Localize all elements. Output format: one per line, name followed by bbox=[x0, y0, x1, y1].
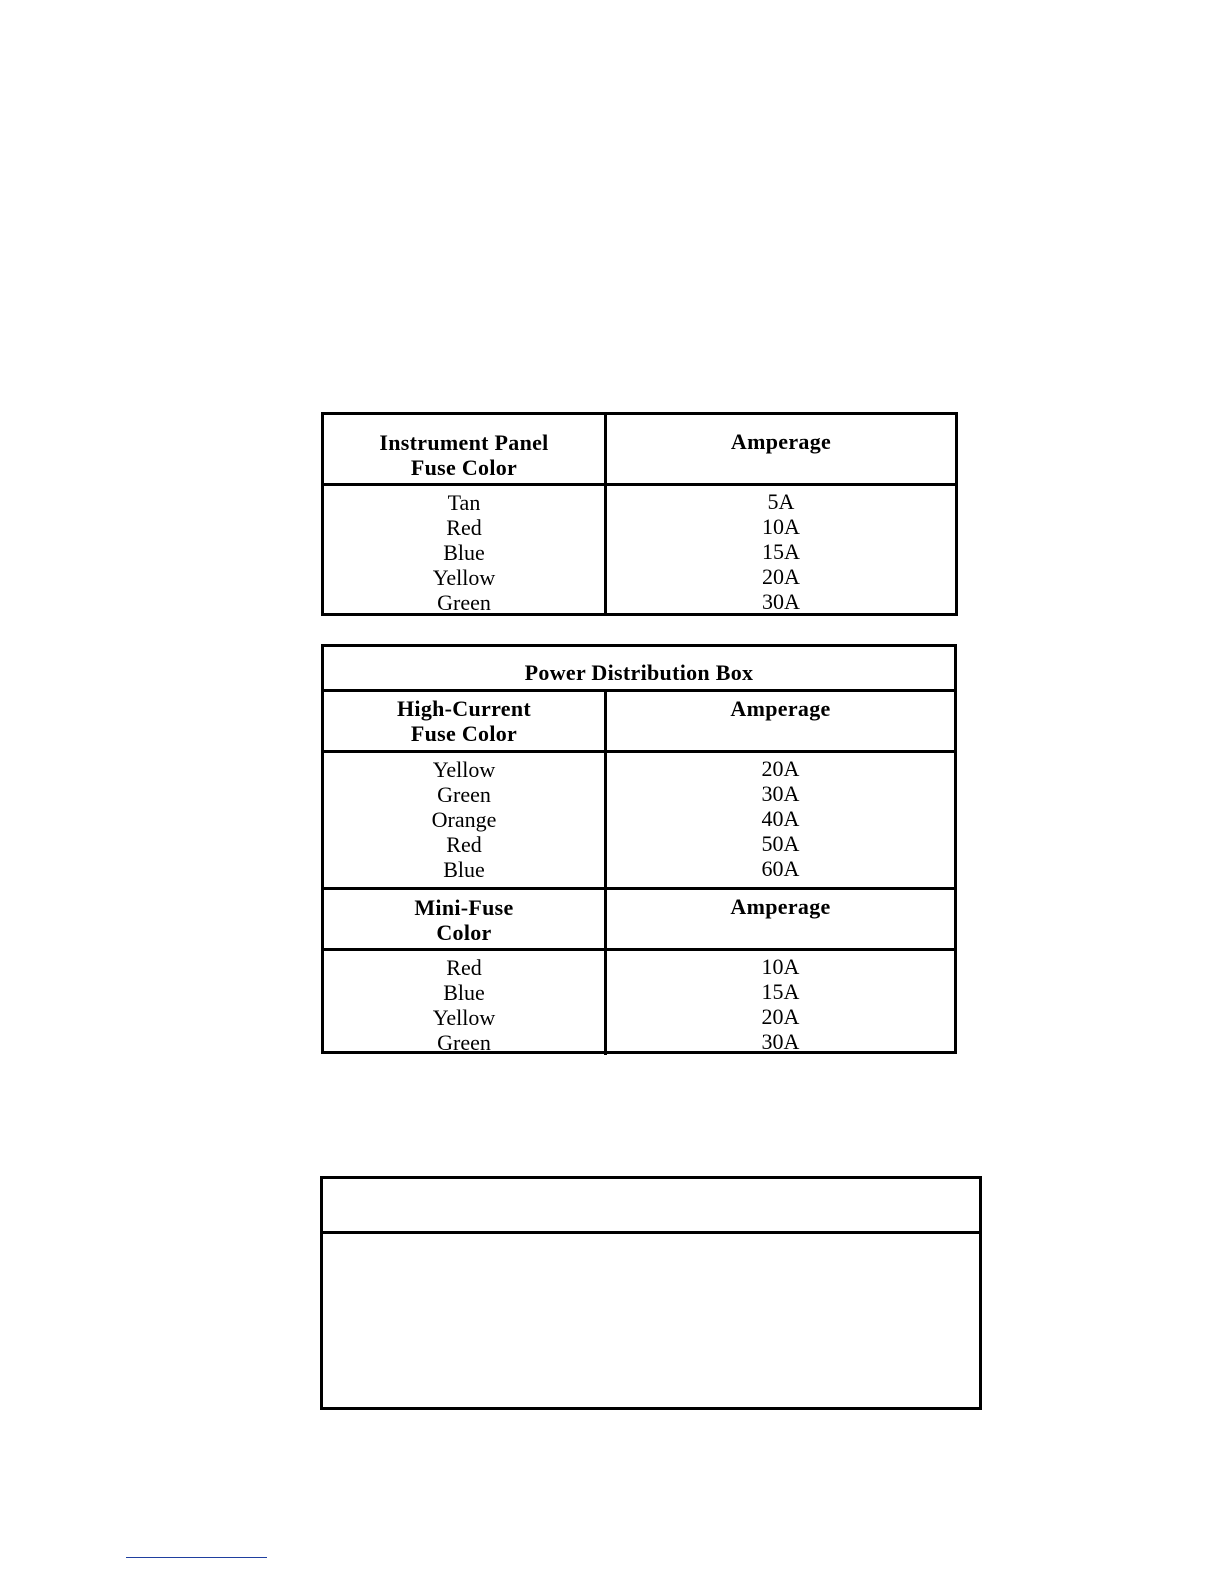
list-item: Blue bbox=[443, 857, 485, 882]
table-header-row bbox=[324, 415, 955, 483]
list-item: 50A bbox=[761, 831, 800, 856]
list-item: 10A bbox=[762, 514, 800, 539]
list-item: Red bbox=[446, 515, 482, 540]
amperage-list bbox=[607, 486, 955, 616]
list-item: Orange bbox=[431, 807, 497, 832]
table-title: Power Distribution Box bbox=[524, 660, 754, 685]
list-item: Blue bbox=[443, 540, 485, 565]
list-item: 30A bbox=[761, 1029, 800, 1054]
header-mini-fuse-color: Mini-Fuse Color bbox=[324, 890, 607, 948]
list-item: Tan bbox=[447, 490, 481, 515]
list-item: Green bbox=[437, 1030, 491, 1055]
high-current-body-row bbox=[324, 750, 954, 887]
list-item: 30A bbox=[762, 589, 800, 614]
list-item: 20A bbox=[762, 564, 800, 589]
list-item: 15A bbox=[761, 979, 800, 1004]
mini-fuse-header-row bbox=[324, 887, 954, 948]
list-item: 20A bbox=[761, 1004, 800, 1029]
list-item: 15A bbox=[762, 539, 800, 564]
mini-fuse-amperage-list bbox=[607, 951, 954, 1055]
instrument-panel-fuse-table bbox=[321, 412, 958, 616]
mini-fuse-body-row bbox=[324, 948, 954, 1055]
header-amperage: Amperage bbox=[730, 696, 831, 721]
header-amperage: Amperage bbox=[730, 894, 831, 919]
header-fuse-color: Instrument Panel Fuse Color bbox=[324, 415, 607, 483]
list-item: Green bbox=[437, 590, 491, 615]
list-item: 30A bbox=[761, 781, 800, 806]
list-item: 5A bbox=[767, 489, 795, 514]
table-title-row bbox=[324, 647, 954, 689]
mini-fuse-color-list bbox=[324, 951, 607, 1055]
fuse-color-list bbox=[324, 486, 607, 616]
header-amperage: Amperage bbox=[730, 429, 832, 454]
list-item: Red bbox=[446, 832, 482, 857]
list-item: Red bbox=[446, 955, 482, 980]
footnote-separator bbox=[126, 1557, 267, 1558]
empty-box-body bbox=[323, 1231, 979, 1410]
list-item: Yellow bbox=[432, 565, 496, 590]
table-body-row bbox=[324, 483, 955, 616]
empty-box-header bbox=[323, 1179, 979, 1231]
list-item: Yellow bbox=[432, 757, 496, 782]
list-item: Blue bbox=[443, 980, 485, 1005]
empty-box bbox=[320, 1176, 982, 1410]
list-item: 20A bbox=[761, 756, 800, 781]
high-current-amperage-list bbox=[607, 753, 954, 887]
high-current-color-list bbox=[324, 753, 607, 887]
list-item: Green bbox=[437, 782, 491, 807]
power-distribution-box-table bbox=[321, 644, 957, 1054]
header-high-current-fuse-color: High-Current Fuse Color bbox=[324, 692, 607, 750]
list-item: 60A bbox=[761, 856, 800, 881]
list-item: 10A bbox=[761, 954, 800, 979]
high-current-header-row bbox=[324, 689, 954, 750]
list-item: 40A bbox=[761, 806, 800, 831]
list-item: Yellow bbox=[432, 1005, 496, 1030]
